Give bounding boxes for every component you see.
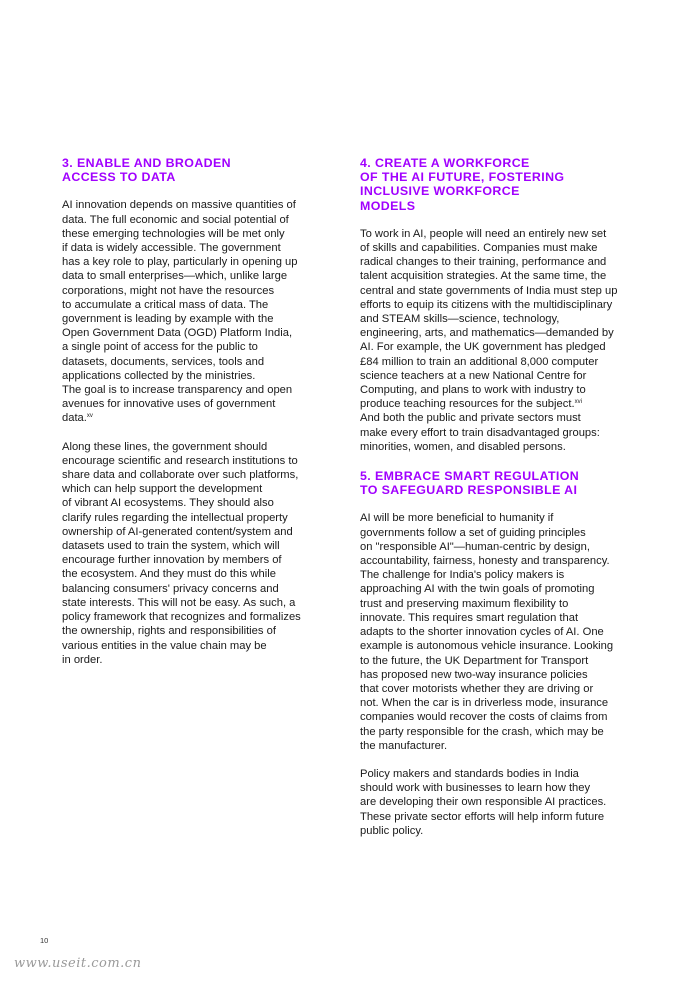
left-column <box>62 156 338 667</box>
page-number: 10 <box>40 936 49 945</box>
footnote-ref-xvi: xvi <box>574 399 582 406</box>
section-5-paragraph-2: Policy makers and standards bodies in India should work with businesses to learn how they are developing their own responsible AI practices. These private sector efforts will help inform future public policy. <box>360 767 607 837</box>
right-column <box>360 156 656 838</box>
section-3-paragraph-1 <box>62 198 338 425</box>
section-3-paragraph-1-text: AI innovation depends on massive quantities of data. The full economic and social potential of these emerging technologies will be met only if data is widely accessible. The government has a key role to play, particularly in opening up data to small enterprises—which, unlike large corporations, might not have the resources to accumulate a critical mass of data. The government is leading by example with the Open Government Data (OGD) Platform India, a single point of access for the public to datasets, documents, services, tools and applications collected by the ministries. The goal is to increase transparency and open avenues for innovative uses of government data. <box>62 199 298 425</box>
footnote-ref-xv: xv <box>86 413 93 420</box>
watermark: www.useit.com.cn <box>14 956 142 971</box>
section-3-heading: 3. ENABLE AND BROADEN ACCESS TO DATA <box>62 156 232 185</box>
section-4-heading: 4. CREATE A WORKFORCE OF THE AI FUTURE, FOSTERING INCLUSIVE WORKFORCE MODELS <box>360 156 565 213</box>
section-4-paragraph-text-a: To work in AI, people will need an entirely new set of skills and capabilities. Companies must make radical changes to their training, performance and talent acquisition strategies. At the same time, the central and state governments of India must step up efforts to equip its citizens with the multidisciplinary and STEAM skills—science, technology, engineering, arts, and mathematics—demanded by AI. For example, the UK government has pledged £84 million to train an additional 8,000 computer science teachers at a new National Centre for Computing, and plans to work with industry to produce teaching resources for the subject. <box>360 227 618 411</box>
section-5-paragraph-1: AI will be more beneficial to humanity if governments follow a set of guiding principles on "responsible AI"—human-centric by design, accountability, fairness, honesty and transparency. The challenge for India's policy makers is approaching AI with the twin goals of promoting trust and preserving maximum flexibility to innovate. This requires smart regulation that adapts to the shorter innovation cycles of AI. One example is autonomous vehicle insurance. Looking to the future, the UK Department for Transport has proposed new two-way insurance policies that cover motorists whether they are driving or not. When the car is in driverless mode, insurance companies would recover the costs of claims from the party responsible for the crash, which may be the manufacturer. <box>360 512 614 752</box>
section-5-heading: 5. EMBRACE SMART REGULATION TO SAFEGUARD RESPONSIBLE AI <box>360 469 580 498</box>
section-3-paragraph-2: Along these lines, the government should encourage scientific and research institutions to share data and collaborate over such platforms, which can help support the development of vibrant AI ecosystems. They should also clarify rules regarding the intellectual property ownership of AI-generated content/system and datasets used to train the system, which will encourage further innovation by members of the ecosystem. And they must do this while balancing consumers' privacy concerns and state interests. This will not be easy. As such, a policy framework that recognizes and formalizes the ownership, rights and responsibilities of various entities in the value chain may be in order. <box>62 440 301 666</box>
section-4-paragraph-text-b: And both the public and private sectors must make every effort to train disadvantaged groups: minorities, women, and disabled persons. <box>360 412 600 453</box>
section-4-paragraph <box>360 227 656 454</box>
